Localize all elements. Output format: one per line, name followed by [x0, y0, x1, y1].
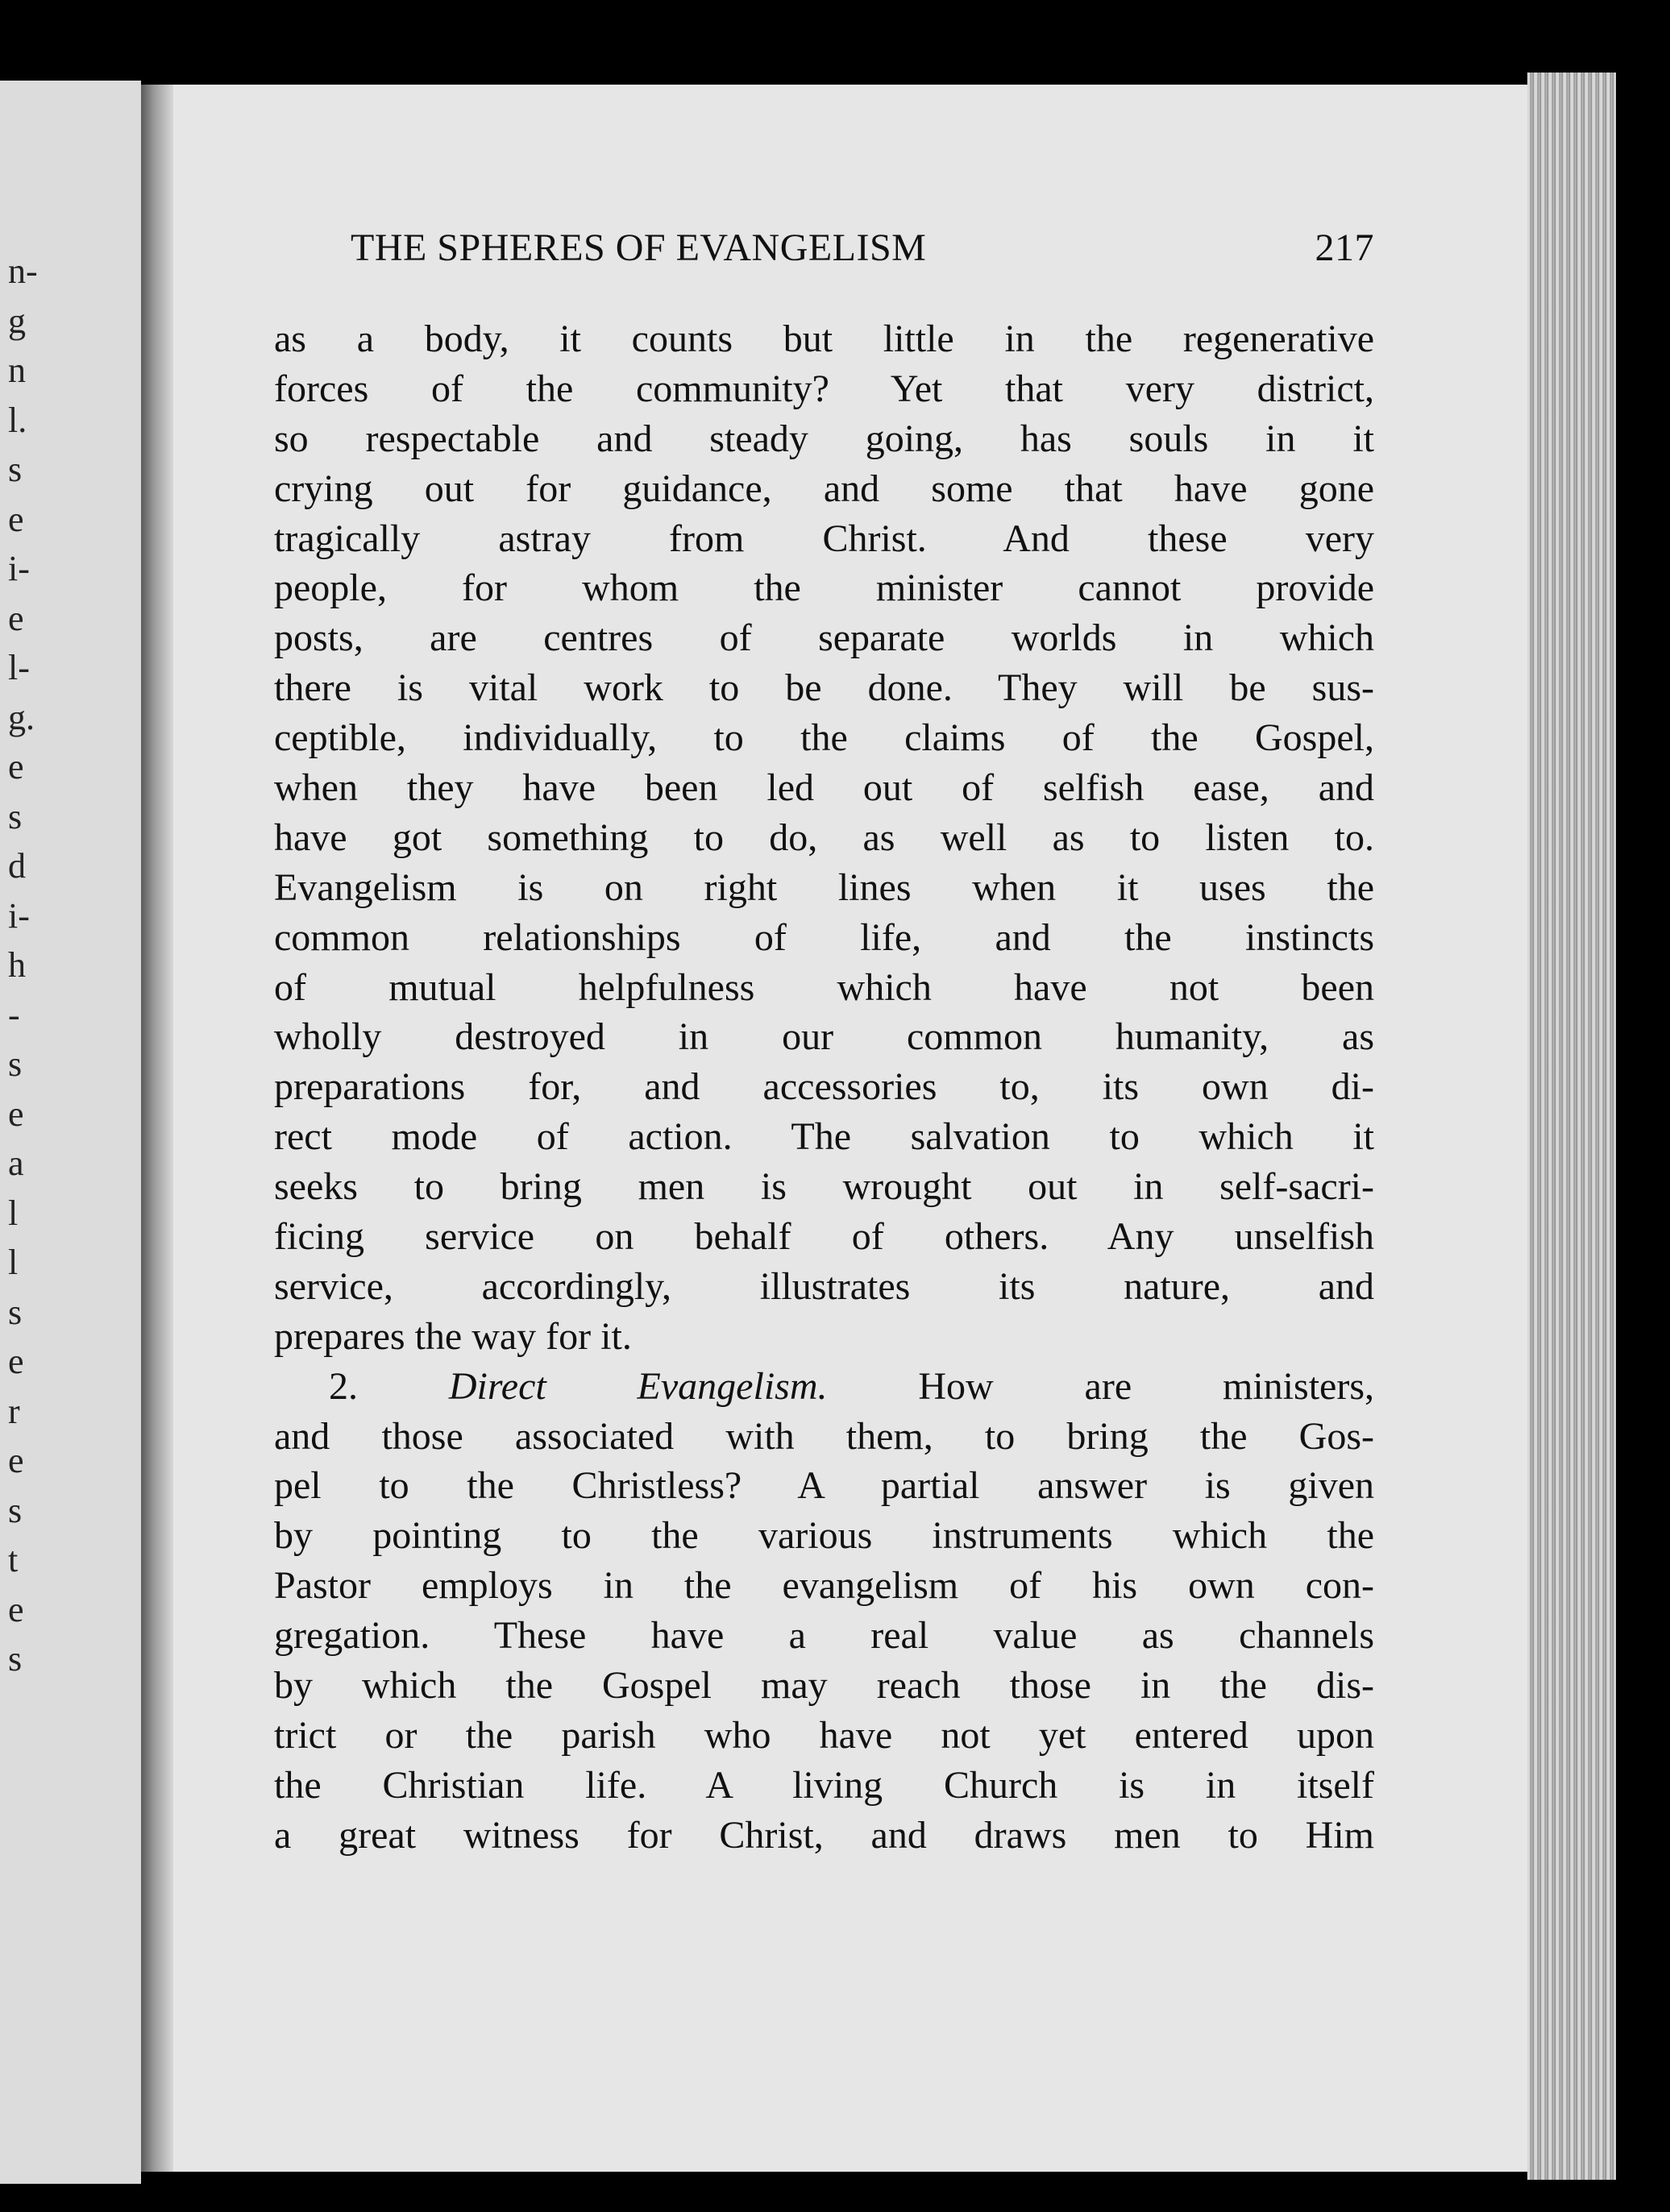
- left-page-fragment: a: [8, 1143, 24, 1183]
- section-number: 2.: [329, 1364, 358, 1408]
- left-page-fragment: e: [8, 499, 24, 539]
- text-line: the Christian life. A living Church is in itself: [274, 1763, 1374, 1807]
- left-page-fragment: s: [8, 1044, 23, 1084]
- text-line: by which the Gospel may reach those in the dis-: [274, 1664, 1374, 1708]
- text-line: trict or the parish who have not yet entered upon: [274, 1713, 1374, 1757]
- left-page-fragment: s: [8, 450, 23, 489]
- left-page-fragment: t: [8, 1540, 19, 1579]
- left-page-fragment: g: [8, 301, 26, 341]
- left-page-fragment: s: [8, 1490, 23, 1530]
- text-line: a great witness for Christ, and draws men to Him: [274, 1813, 1374, 1857]
- text-line: rect mode of action. The salvation to which it: [274, 1115, 1374, 1159]
- left-page-fragment: l: [8, 1243, 19, 1282]
- left-page-fragment: e: [8, 1441, 24, 1480]
- left-page-fragment: h: [8, 945, 26, 985]
- left-page-fragment: e: [8, 1589, 24, 1629]
- text-line: prepares the way for it.: [274, 1314, 632, 1358]
- text-line: of mutual helpfulness which have not been: [274, 965, 1374, 1009]
- text-line: there is vital work to be done. They will be sus-: [274, 666, 1374, 710]
- page-number: 217: [1315, 226, 1374, 269]
- page-edges: [1527, 73, 1616, 2180]
- left-page-fragment: i-: [8, 549, 30, 588]
- left-page-fragment: e: [8, 598, 24, 638]
- left-page-fragment: r: [8, 1391, 20, 1431]
- section-first-line: [274, 1362, 1374, 1412]
- left-page-fragment: d: [8, 846, 26, 886]
- left-page-fragment: g.: [8, 697, 35, 737]
- left-page-fragment: e: [8, 747, 24, 786]
- running-head: [351, 226, 1374, 282]
- text-line: ficing service on behalf of others. Any unselfish: [274, 1215, 1374, 1259]
- left-page-fragment: s: [8, 796, 23, 836]
- left-page-fragment: -: [8, 994, 20, 1035]
- section-heading: Direct Evangelism.: [448, 1364, 828, 1408]
- text-line: gregation. These have a real value as channels: [274, 1614, 1374, 1658]
- body-text: [274, 314, 1374, 1861]
- text-line: people, for whom the minister cannot provide: [274, 566, 1374, 610]
- text-line: so respectable and steady going, has souls in it: [274, 417, 1374, 460]
- text-line: forces of the community? Yet that very district,: [274, 367, 1374, 410]
- left-page-fragment: s: [8, 1292, 23, 1332]
- left-page-fragment: e: [8, 1342, 24, 1381]
- left-page-fragment: l: [8, 1193, 19, 1233]
- text-line: Evangelism is on right lines when it uses the: [274, 865, 1374, 909]
- text-line: by pointing to the various instruments which the: [274, 1514, 1374, 1558]
- left-facing-page: [0, 81, 141, 2184]
- text-line: pel to the Christless? A partial answer is given: [274, 1464, 1374, 1508]
- left-page-fragment: l.: [8, 400, 27, 440]
- section-first-line-text: How are ministers,: [918, 1364, 1375, 1408]
- binding-shadow: [141, 85, 173, 2172]
- text-line: have got something to do, as well as to listen to.: [274, 815, 1374, 859]
- text-line: preparations for, and accessories to, its own di-: [274, 1065, 1374, 1109]
- left-page-fragment: i-: [8, 895, 30, 936]
- text-line: posts, are centres of separate worlds in which: [274, 616, 1374, 660]
- text-line: seeks to bring men is wrought out in self-sacri-: [274, 1165, 1374, 1209]
- text-line: common relationships of life, and the instincts: [274, 915, 1374, 959]
- text-line: when they have been led out of selfish ease, and: [274, 766, 1374, 810]
- text-line: wholly destroyed in our common humanity, as: [274, 1015, 1374, 1059]
- text-line: crying out for guidance, and some that have gone: [274, 467, 1374, 510]
- text-line: ceptible, individually, to the claims of the Gospel,: [274, 716, 1374, 760]
- text-line: Pastor employs in the evangelism of his own con-: [274, 1564, 1374, 1608]
- left-page-fragment: n: [8, 351, 26, 390]
- left-page-fragment: n-: [8, 251, 38, 291]
- text-line: and those associated with them, to bring the Gos-: [274, 1414, 1374, 1458]
- left-page-fragment: e: [8, 1094, 24, 1134]
- running-head-title: THE SPHERES OF EVANGELISM: [351, 226, 927, 269]
- text-line: tragically astray from Christ. And these very: [274, 517, 1374, 560]
- left-page-fragment: s: [8, 1639, 23, 1679]
- text-line: service, accordingly, illustrates its nature, and: [274, 1264, 1374, 1308]
- book-page: [141, 85, 1527, 2172]
- left-page-fragment: l-: [8, 648, 30, 687]
- text-line: as a body, it counts but little in the regenerative: [274, 317, 1374, 360]
